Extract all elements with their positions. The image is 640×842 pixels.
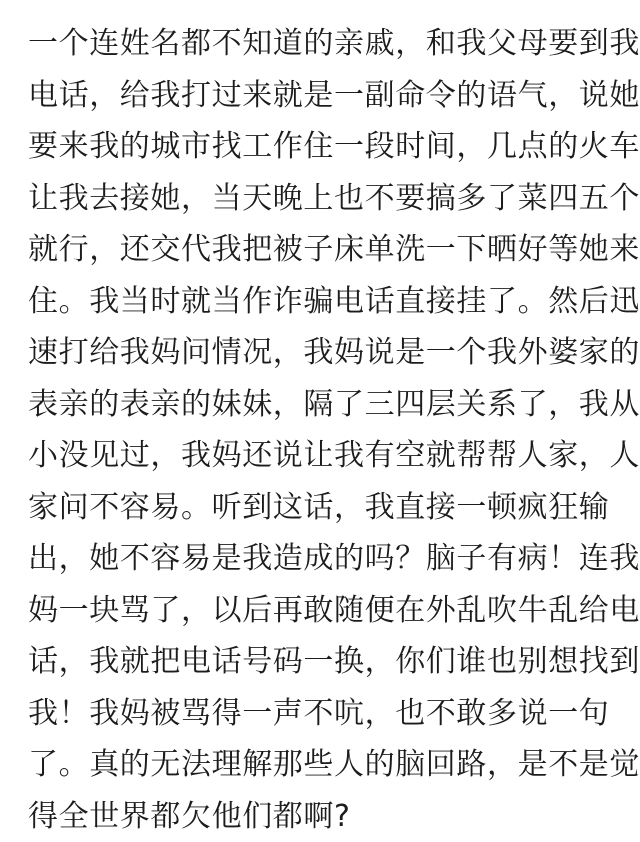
text-line: 了。真的无法理解那些人的脑回路，是不是觉 [28,739,628,791]
text-line: 妈一块骂了，以后再敢随便在外乱吹牛乱给电 [28,585,628,637]
text-line: 出，她不容易是我造成的吗？脑子有病！连我 [28,533,628,585]
text-line: 住。我当时就当作诈骗电话直接挂了。然后迅 [28,276,628,328]
text-line: 小没见过，我妈还说让我有空就帮帮人家，人 [28,430,628,482]
text-line: 得全世界都欠他们都啊? [28,791,628,842]
text-line: 电话，给我打过来就是一副命令的语气，说她 [28,70,628,122]
text-line: 就行，还交代我把被子床单洗一下晒好等她来 [28,224,628,276]
text-line: 表亲的表亲的妹妹，隔了三四层关系了，我从 [28,379,628,431]
text-line: 速打给我妈问情况，我妈说是一个我外婆家的 [28,327,628,379]
post-body-text [28,18,628,842]
text-line: 我！我妈被骂得一声不吭，也不敢多说一句 [28,688,628,740]
text-line: 话，我就把电话号码一换，你们谁也别想找到 [28,636,628,688]
text-line: 让我去接她，当天晚上也不要搞多了菜四五个 [28,173,628,225]
text-line: 一个连姓名都不知道的亲戚，和我父母要到我 [28,18,628,70]
text-line: 家问不容易。听到这话，我直接一顿疯狂输 [28,482,628,534]
text-line: 要来我的城市找工作住一段时间，几点的火车 [28,121,628,173]
